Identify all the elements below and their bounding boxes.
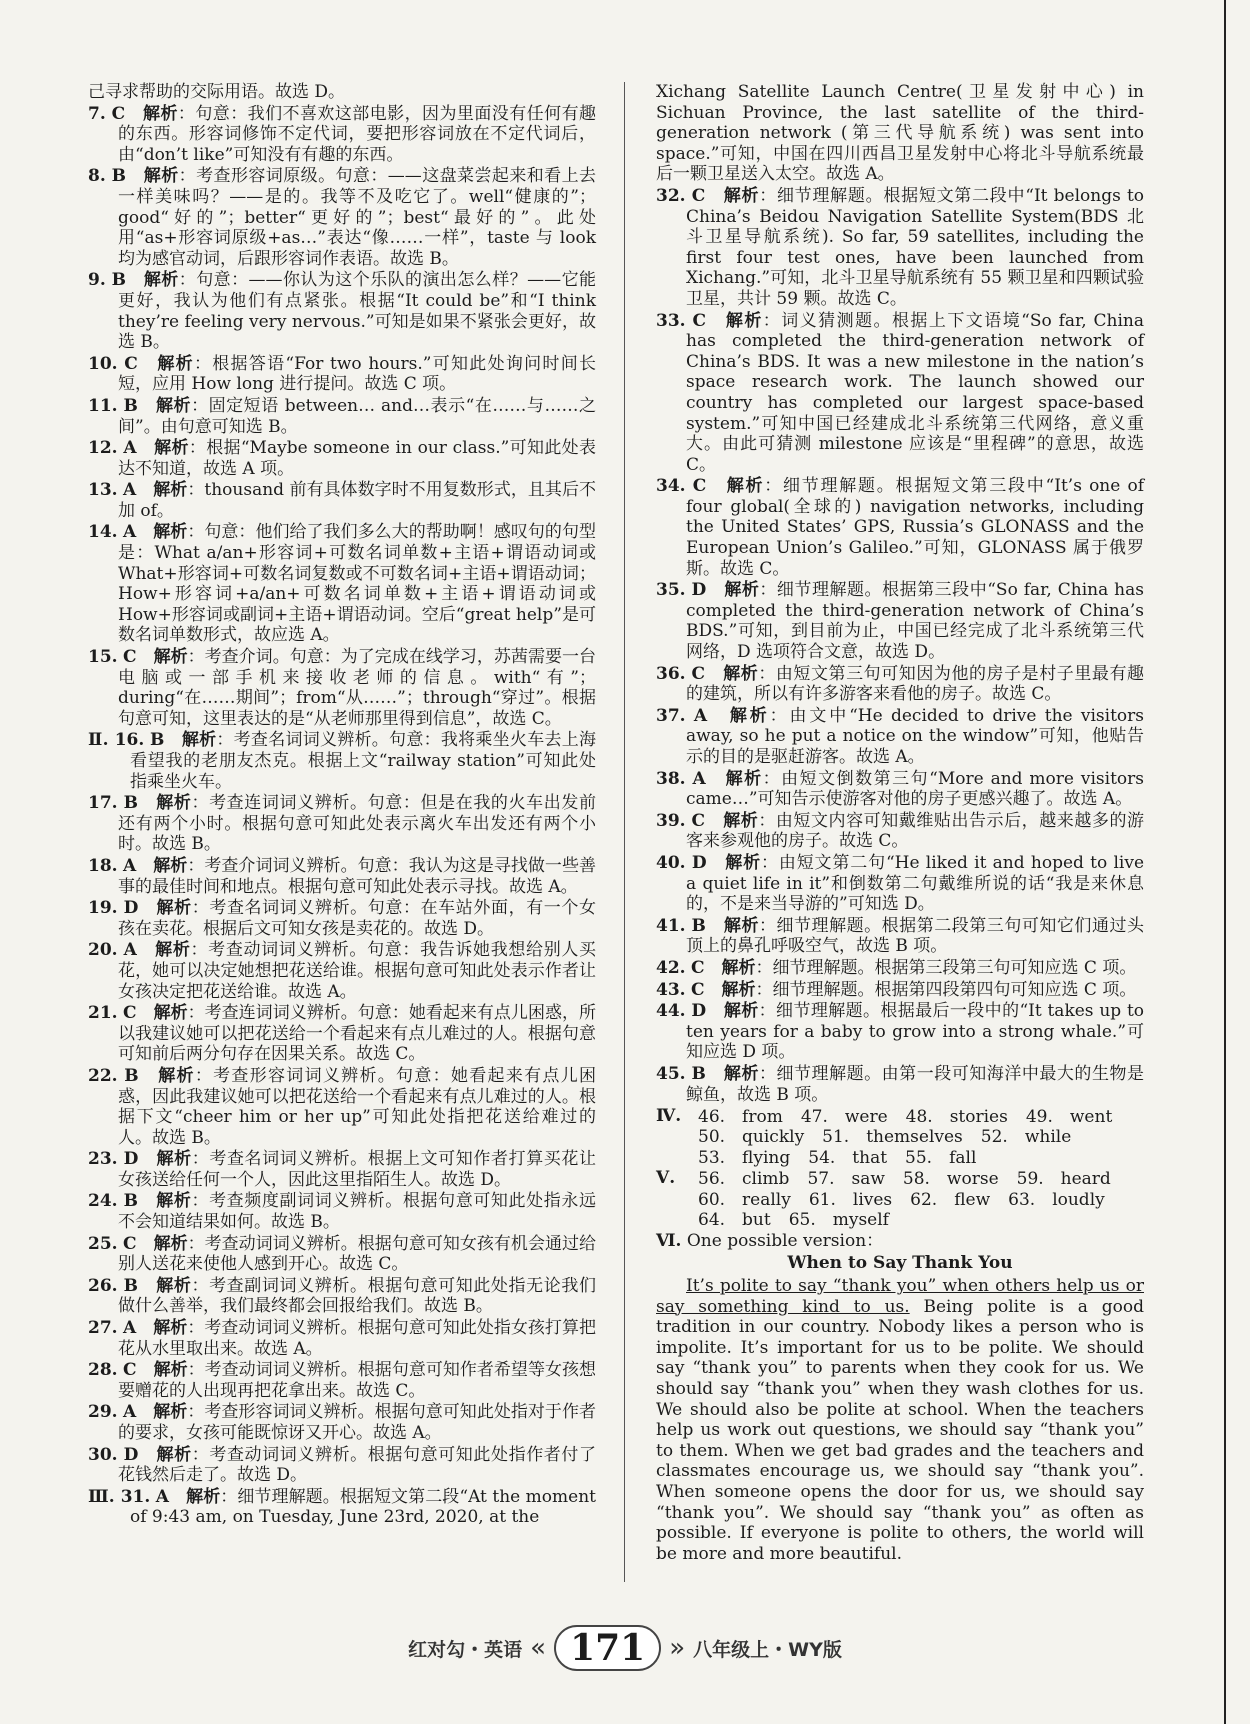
answer-label: C 解析 <box>691 663 759 684</box>
essay-body <box>656 1276 1144 1564</box>
answer-explanation: Xichang Satellite Launch Centre(卫星发射中心) in Sichuan Province, the last satellite of the third-generation network (第三代导航系统) was sent into space.”可知，中国在四川西昌卫星发射中心将北斗导航系统最后一颗卫星送入太空。故选 A。 <box>656 82 1144 185</box>
answer-label: A 解析 <box>123 522 188 543</box>
answer-label: A 解析 <box>123 940 191 961</box>
answer-number: Ⅲ. 31. <box>88 1486 151 1507</box>
answer-label: C 解析 <box>123 647 188 668</box>
answer-label: C 解析 <box>111 103 178 124</box>
answer-explanation: ：细节理解题。根据第二段第三句可知它们通过头顶上的鼻孔呼吸空气，故选 B 项。 <box>686 915 1145 957</box>
fill-answer: 57. saw <box>807 1169 885 1190</box>
answer-number: 40. <box>656 852 686 873</box>
answer-number: 45. <box>656 1063 686 1084</box>
answer-number: 22. <box>88 1065 118 1086</box>
answer-number: 13. <box>88 480 118 501</box>
answer-entry <box>656 958 1144 979</box>
fill-answer: 59. heard <box>1016 1169 1111 1190</box>
answer-label: A 解析 <box>123 1402 188 1423</box>
answer-explanation: ：thousand 前有具体数字时不用复数形式，且其后不加 of。 <box>118 480 596 521</box>
answer-label: B 解析 <box>111 166 179 187</box>
answer-entry <box>88 1066 596 1148</box>
answer-label: C 解析 <box>690 957 756 978</box>
answer-number: 26. <box>88 1275 118 1296</box>
answer-entry <box>88 1003 596 1065</box>
column-divider <box>624 82 625 1582</box>
answer-label: D 解析 <box>123 1149 192 1170</box>
fill-answer-row <box>656 1169 1144 1190</box>
answer-explanation: ：考查副词词义辨析。根据句意可知此处指无论我们做什么善举，我们最终都会回报给我们。故选 B。 <box>118 1275 597 1317</box>
answer-number: 17. <box>88 793 118 814</box>
binding-edge-line <box>1224 0 1226 1724</box>
answer-explanation: ：细节理解题。根据最后一段中的“It takes up to ten years for a baby to grow into a strong whale.”可知应选 D 项。 <box>686 1001 1145 1063</box>
answer-label: C 解析 <box>123 1233 188 1254</box>
fill-answer: 54. that <box>808 1147 888 1168</box>
answer-entry <box>88 856 596 897</box>
answer-explanation: ：考查连词词义辨析。句意：但是在我的火车出发前还有两个小时。根据句意可知此处表示离火车出发还有两个小时。故选 B。 <box>118 793 597 855</box>
answer-number: 36. <box>656 663 686 684</box>
answer-label: C 解析 <box>692 476 765 497</box>
essay-title: When to Say Thank You <box>787 1253 1013 1274</box>
answer-entry <box>656 664 1144 705</box>
fill-answer: 47. were <box>800 1106 888 1127</box>
answer-number: 41. <box>656 915 686 936</box>
answer-explanation: ：考查名词词义辨析。根据上文可知作者打算买花让女孩送给任何一个人，因此这里指陌生人。故选 D。 <box>118 1149 597 1190</box>
answer-explanation: ：句意：——你认为这个乐队的演出怎么样？——它能更好，我认为他们有点紧张。根据“It could be”和“I think they’re feeling very nervous.”可知是如果不紧张会更好，故选 B。 <box>118 270 597 353</box>
answer-entry <box>656 82 1144 185</box>
answer-label: A 解析 <box>123 480 188 501</box>
answer-entry <box>656 916 1144 957</box>
answer-number: 38. <box>656 768 686 789</box>
answer-explanation: ：细节理解题。根据短文第二段“At the moment of 9:43 am, on Tuesday, June 23rd, 2020, at the <box>130 1486 596 1528</box>
answer-explanation: ：考查名词词义辨析。句意：在车站外面，有一个女孩在卖花。根据后文可知女孩是卖花的。故选 D。 <box>118 898 597 939</box>
fill-answer: 49. went <box>1025 1106 1113 1127</box>
answer-explanation: ：考查介词词义辨析。句意：我认为这是寻找做一些善事的最佳时间和地点。根据句意可知此处表示寻找。故选 A。 <box>118 855 596 897</box>
answer-entry <box>88 438 596 479</box>
answer-explanation: ：考查连词词义辨析。句意：她看起来有点儿困惑，所以我建议她可以把花送给一个看起来有点儿难过的人。根据句意可知前后两分句存在因果关系。故选 C。 <box>118 1003 597 1065</box>
section-v-answers <box>656 1169 1144 1231</box>
answer-entry <box>88 522 596 646</box>
answer-explanation: ：由短文第三句可知因为他的房子是村子里最有趣的建筑，所以有许多游客来看他的房子。故选 C。 <box>686 663 1145 705</box>
answer-label: B 解析 <box>123 1275 192 1296</box>
right-entries <box>656 82 1144 1105</box>
answer-label: A 解析 <box>693 705 770 726</box>
answer-number: 10. <box>88 353 118 374</box>
section-vi-intro: One possible version： <box>686 1230 884 1251</box>
answer-label: C 解析 <box>690 979 756 1000</box>
fill-answer: 64. but <box>698 1210 771 1231</box>
answer-number: 34. <box>656 476 686 497</box>
answer-number: 7. <box>88 103 106 124</box>
answer-explanation: ：考查形容词原级。句意：——这盘菜尝起来和看上去一样美味吗？——是的。我等不及吃它了。well“健康的”；good“好的”；better“更好的”；best“最好的”。此处用“as+形容词原级+as…”表达“像……一样”，taste 与 look 均为感官动词，后跟形容词作表语。故选 B。 <box>118 166 597 269</box>
answer-label: C 解析 <box>692 310 763 331</box>
answer-label: C 解析 <box>123 1003 188 1024</box>
answer-explanation: ：由文中“He decided to drive the visitors away, so he put a notice on the window”可知，他贴告示的目的是驱赶游客。故选 A。 <box>686 705 1144 767</box>
answer-label: B 解析 <box>123 1191 192 1212</box>
answer-number: 15. <box>88 647 118 668</box>
section-iv-mark: Ⅳ. <box>656 1106 682 1127</box>
answer-explanation: ：细节理解题。根据短文第三段中“It’s one of four global(全球的) navigation networks, including the United States’ GPS, Russia’s GLONASS and the European Union’s Galileo.”可知，GLONASS 属于俄罗斯。故选 C。 <box>686 476 1144 579</box>
answer-entry <box>656 980 1144 1001</box>
answer-label: B 解析 <box>124 1065 195 1086</box>
answer-entry <box>88 1234 596 1275</box>
page-number: 171 <box>554 1625 661 1671</box>
answer-label: B 解析 <box>691 915 759 936</box>
answer-explanation: ：细节理解题。根据第三段第三句可知应选 C 项。 <box>755 957 1137 978</box>
answer-explanation: ：考查动词词义辨析。根据句意可知女孩有机会通过给别人送花来使他人感到开心。故选 C。 <box>118 1233 597 1275</box>
fill-answer-row <box>656 1107 1144 1128</box>
answer-explanation: 己寻求帮助的交际用语。故选 D。 <box>88 82 346 102</box>
answer-explanation: ：由短文第二句“He liked it and hoped to live a quiet life in it”和倒数第二句戴维所说的话“我是来休息的，不是来当导游的”可知选 D。 <box>686 852 1145 915</box>
answer-number: 37. <box>656 705 686 726</box>
answer-explanation: ：细节理解题。根据短文第二段中“It belongs to China’s Beidou Navigation Satellite System(BDS 北斗卫星导航系统). So far, 59 satellites, including the first four test ones, have been launched from Xichang.”可知，北斗卫星导航系统有 55 颗卫星和四颗试验卫星，共计 59 颗。故选 C。 <box>686 185 1145 309</box>
answer-number: 28. <box>88 1360 118 1381</box>
answer-entry <box>88 647 596 729</box>
section-vi-mark: Ⅵ. <box>656 1230 682 1251</box>
answer-explanation: ：根据“Maybe someone in our class.”可知此处表达不知道，故选 A 项。 <box>118 438 596 479</box>
answer-entry <box>656 311 1144 476</box>
answer-entry <box>656 186 1144 310</box>
answer-explanation: ：考查动词词义辨析。根据句意可知此处指作者付了花钱然后走了。故选 D。 <box>118 1444 597 1486</box>
answer-entry <box>656 853 1144 915</box>
answer-entry <box>88 1149 596 1190</box>
answer-entry <box>88 396 596 437</box>
answer-entry <box>88 1360 596 1401</box>
answer-entry <box>88 354 596 395</box>
answer-number: 32. <box>656 185 686 206</box>
answer-label: A 解析 <box>123 1318 188 1339</box>
answer-number: 30. <box>88 1444 118 1465</box>
answer-label: D 解析 <box>691 852 761 873</box>
footer-grade: 八年级上・WY版 <box>693 1638 842 1661</box>
fill-answer: 52. while <box>980 1127 1072 1148</box>
answer-entry <box>656 1001 1144 1063</box>
page-footer <box>0 1626 1250 1670</box>
answer-entry <box>88 82 596 103</box>
answer-explanation: ：细节理解题。根据第四段第四句可知应选 C 项。 <box>755 979 1137 1000</box>
answer-number: 21. <box>88 1003 118 1024</box>
answer-number: 35. <box>656 580 686 601</box>
answer-explanation: ：细节理解题。由第一段可知海洋中最大的生物是鲸鱼，故选 B 项。 <box>686 1063 1145 1105</box>
chevron-left-icon: « <box>530 1633 547 1663</box>
answer-label: B 解析 <box>123 395 192 416</box>
answer-number: 29. <box>88 1402 118 1423</box>
answer-explanation: ：考查动词词义辨析。根据句意可知作者希望等女孩想要赠花的人出现再把花拿出来。故选 C。 <box>118 1360 597 1401</box>
fill-answer-row <box>656 1190 1144 1211</box>
answer-label: D 解析 <box>123 1444 192 1465</box>
answer-explanation: ：细节理解题。根据第三段中“So far, China has completed the third-generation network of China’s BDS.”可知，到目前为止，中国已经完成了北斗系统第三代网络，D 选项符合文意，故选 D。 <box>686 580 1144 663</box>
answer-label: C 解析 <box>124 353 194 374</box>
section-vi <box>656 1231 1144 1252</box>
answer-entry <box>88 1487 596 1528</box>
answer-explanation: ：考查频度副词词义辨析。根据句意可知此处指永远不会知道结果如何。故选 B。 <box>118 1191 597 1233</box>
answer-number: 27. <box>88 1318 118 1339</box>
answer-explanation: ：考查形容词词义辨析。句意：她看起来有点儿困惑，因此我建议她可以把花送给一个看起来有点儿难过的人。根据下文“cheer him or her up”可知此处指把花送给难过的人。故选 B。 <box>118 1065 596 1148</box>
answer-number: 11. <box>88 395 118 416</box>
answer-explanation: ：根据答语“For two hours.”可知此处询问时间长短，应用 How long 进行提问。故选 C 项。 <box>118 353 597 395</box>
fill-answer: 50. quickly <box>698 1127 805 1148</box>
answer-label: B 解析 <box>691 1063 759 1084</box>
answer-explanation: ：考查名词词义辨析。句意：我将乘坐火车去上海看望我的老朋友杰克。根据上文“railway station”可知此处指乘坐火车。 <box>130 730 596 792</box>
answer-number: 44. <box>656 1001 686 1022</box>
answer-number: 33. <box>656 310 686 331</box>
fill-answer: 46. from <box>698 1106 783 1127</box>
answer-label: A 解析 <box>123 438 189 459</box>
answer-entry <box>88 793 596 855</box>
answer-entry <box>656 1064 1144 1105</box>
fill-answer: 60. really <box>698 1189 791 1210</box>
fill-answer: 65. myself <box>788 1210 889 1231</box>
answer-explanation: ：句意：我们不喜欢这部电影，因为里面没有任何有趣的东西。形容词修饰不定代词，要把形容词放在不定代词后，由“don’t like”可知没有有趣的东西。 <box>118 103 597 165</box>
answer-number: 43. <box>656 979 686 1000</box>
answer-label: A 解析 <box>123 855 188 876</box>
answer-number: 24. <box>88 1191 118 1212</box>
answer-label: A 解析 <box>692 768 763 789</box>
section-v-mark: Ⅴ. <box>656 1168 676 1189</box>
answer-number: 9. <box>88 270 106 291</box>
answer-entry <box>656 706 1144 768</box>
essay-topic-sentence: It’s polite to say “thank you” when others help us or say something kind to us. <box>656 1276 1144 1317</box>
answer-number: 14. <box>88 522 118 543</box>
answer-label: B 解析 <box>123 793 192 814</box>
answer-number: 19. <box>88 898 118 919</box>
right-column <box>656 82 1144 1564</box>
answer-number: 25. <box>88 1233 118 1254</box>
answer-explanation: ：由短文内容可知戴维贴出告示后，越来越多的游客来参观他的房子。故选 C。 <box>686 810 1145 852</box>
answer-label: C 解析 <box>691 185 760 206</box>
answer-entry <box>88 1445 596 1486</box>
answer-entry <box>88 166 596 269</box>
answer-number: 23. <box>88 1149 118 1170</box>
fill-answer-row <box>656 1148 1144 1169</box>
answer-entry <box>88 104 596 166</box>
fill-answer-row <box>656 1210 1144 1231</box>
answer-explanation: ：考查动词词义辨析。句意：我告诉她我想给别人买花，她可以决定她想把花送给谁。根据句意可知此处表示作者让女孩决定把花送给谁。故选 A。 <box>118 940 597 1002</box>
fill-answer: 53. flying <box>698 1147 791 1168</box>
answer-explanation: ：句意：他们给了我们多么大的帮助啊！感叹句的句型是：What a/an+形容词+可数名词单数+主语+谓语动词或 What+形容词+可数名词复数或不可数名词+主语+谓语动词；How+形容词+a/an+可数名词单数+主语+谓语动词或 How+形容词或副词+主语+谓语动词。空后“great help”是可数名词单数形式，故应选 A。 <box>118 522 596 646</box>
answer-number: 8. <box>88 166 106 187</box>
chevron-right-icon: » <box>669 1633 686 1663</box>
answer-entry <box>88 1318 596 1359</box>
answer-number: 20. <box>88 940 118 961</box>
answer-number: 18. <box>88 855 118 876</box>
answer-label: C 解析 <box>691 810 759 831</box>
answer-explanation: ：考查介词。句意：为了完成在线学习，苏茜需要一台电脑或一部手机来接收老师的信息。with“有”；during“在……期间”；from“从……”；through“穿过”。根据句意可知，这里表达的是“从老师那里得到信息”，故选 C。 <box>118 647 597 729</box>
answer-number: Ⅱ. 16. <box>88 730 145 751</box>
answer-label: C 解析 <box>123 1360 188 1381</box>
answer-entry <box>88 1402 596 1443</box>
answer-entry <box>88 1276 596 1317</box>
answer-entry <box>656 811 1144 852</box>
answer-label: B 解析 <box>149 730 217 751</box>
fill-answer-row <box>656 1127 1144 1148</box>
answer-explanation: ：考查形容词词义辨析。根据句意可知此处指对于作者的要求，女孩可能既惊讶又开心。故选 A。 <box>118 1402 596 1443</box>
left-column <box>88 82 596 1529</box>
fill-answer: 48. stories <box>905 1106 1008 1127</box>
fill-answer: 51. themselves <box>822 1127 963 1148</box>
essay-text: Being polite is a good tradition in our country. Nobody likes a person who is impolite. It’s important for us to be polite. We should say “thank you” to parents when they cook for us. We should say “thank you” when they wash clothes for us. We should also be polite at school. When the teachers help us work out questions, we should say “thank you” to them. When we get bad grades and the teachers and classmates encourage us, we should say “thank you”. When someone opens the door for us, we should say “thank you”. We should say “thank you” as often as possible. If everyone is polite to others, the world will be more and more beautiful. <box>656 1296 1144 1564</box>
answer-number: 12. <box>88 438 118 459</box>
answer-label: A 解析 <box>155 1486 221 1507</box>
answer-entry <box>88 480 596 521</box>
fill-answer: 56. climb <box>698 1169 790 1190</box>
fill-answer: 63. loudly <box>1008 1189 1105 1210</box>
answer-explanation: ：固定短语 between… and…表示“在……与……之间”。由句意可知选 B。 <box>118 395 596 437</box>
answer-entry <box>656 580 1144 662</box>
answer-number: 39. <box>656 810 686 831</box>
answer-label: D 解析 <box>123 898 192 919</box>
answer-explanation: ：考查动词词义辨析。根据句意可知此处指女孩打算把花从水里取出来。故选 A。 <box>118 1318 596 1359</box>
answer-label: D 解析 <box>691 1001 759 1022</box>
answer-label: B 解析 <box>111 270 179 291</box>
fill-answer: 55. fall <box>905 1147 977 1168</box>
answer-entry <box>88 270 596 352</box>
answer-entry <box>88 898 596 939</box>
answer-label: D 解析 <box>691 580 760 601</box>
answer-entry <box>88 730 596 792</box>
fill-answer: 61. lives <box>808 1189 893 1210</box>
fill-answer: 62. flew <box>910 1189 991 1210</box>
section-iv-answers <box>656 1107 1144 1169</box>
footer-brand: 红对勾・英语 <box>408 1638 523 1661</box>
answer-entry <box>88 1191 596 1232</box>
fill-answer: 58. worse <box>902 1169 999 1190</box>
answer-entry <box>656 769 1144 810</box>
answer-explanation: ：词义猜测题。根据上下文语境“So far, China has completed the third-generation network of China’s BDS. It was a new milestone in the nation’s space research work. The launch showed our country has completed our largest space-based system.”可知中国已经建成北斗系统第三代网络，意义重大。由此可猜测 milestone 应该是“里程碑”的意思，故选 C。 <box>686 310 1145 475</box>
answer-number: 42. <box>656 957 686 978</box>
answer-entry <box>656 476 1144 579</box>
answer-entry <box>88 940 596 1002</box>
answer-explanation: ：由短文倒数第三句“More and more visitors came…”可知告示使游客对他的房子更感兴趣了。故选 A。 <box>686 768 1144 810</box>
